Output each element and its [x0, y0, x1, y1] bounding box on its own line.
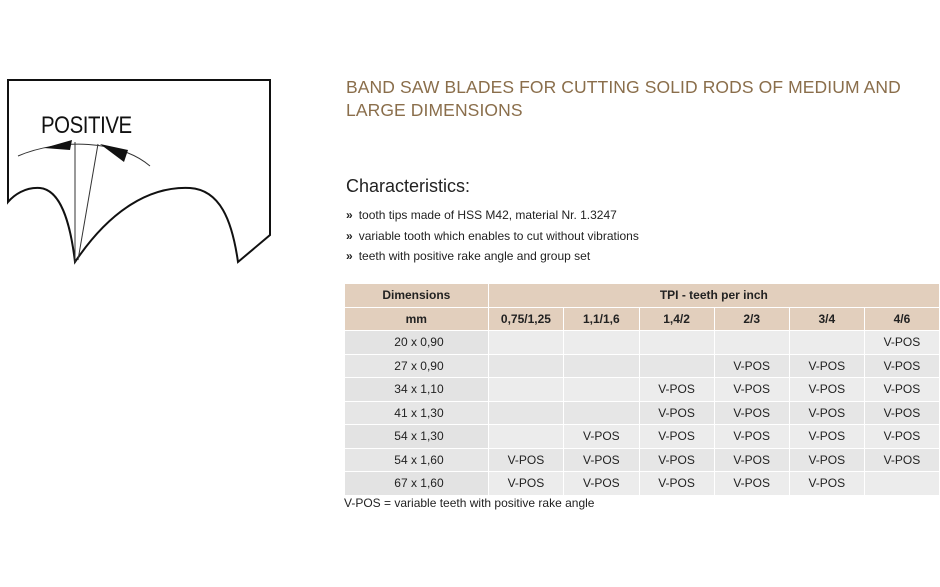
list-item-text: variable tooth which enables to cut without vibrations: [358, 228, 639, 243]
tpi-cell: V-POS: [864, 448, 939, 472]
tpi-cell: [564, 378, 639, 402]
dimension-cell: 41 x 1,30: [345, 401, 489, 425]
list-item: [346, 205, 639, 226]
characteristics-heading: Characteristics:: [346, 176, 471, 196]
tpi-cell: V-POS: [714, 378, 789, 402]
header-tpi-col: 1,1/1,6: [564, 307, 639, 331]
header-tpi: TPI - teeth per inch: [488, 284, 939, 308]
tpi-cell: V-POS: [789, 378, 864, 402]
table-row: [345, 448, 940, 472]
tpi-cell: [564, 401, 639, 425]
tpi-cell: V-POS: [789, 472, 864, 496]
header-tpi-col: 0,75/1,25: [488, 307, 564, 331]
tpi-cell: [488, 354, 564, 378]
tpi-cell: [564, 331, 639, 355]
tpi-cell: [639, 331, 714, 355]
bullet-icon: »: [346, 208, 353, 222]
page-title: BAND SAW BLADES FOR CUTTING SOLID RODS OF MEDIUM AND LARGE DIMENSIONS: [346, 77, 901, 120]
tpi-cell: V-POS: [789, 448, 864, 472]
dimension-cell: 67 x 1,60: [345, 472, 489, 496]
tpi-cell: V-POS: [714, 354, 789, 378]
tpi-cell: V-POS: [714, 448, 789, 472]
header-tpi-col: 1,4/2: [639, 307, 714, 331]
table-row: [345, 425, 940, 449]
tpi-cell: V-POS: [488, 472, 564, 496]
list-item-text: teeth with positive rake angle and group set: [358, 249, 591, 263]
table-row: [345, 354, 940, 378]
header-tpi-col: 4/6: [864, 307, 939, 331]
tpi-cell: [488, 378, 564, 402]
table-subheader-row: [345, 307, 940, 331]
tpi-cell: [789, 331, 864, 355]
dimension-cell: 54 x 1,60: [345, 448, 489, 472]
tpi-table: [344, 283, 940, 496]
tpi-cell: V-POS: [864, 401, 939, 425]
tpi-cell: V-POS: [864, 425, 939, 449]
dimension-cell: 27 x 0,90: [345, 354, 489, 378]
list-item: [346, 226, 639, 247]
tpi-cell: V-POS: [639, 401, 714, 425]
tpi-cell: V-POS: [639, 425, 714, 449]
table-row: [345, 401, 940, 425]
tpi-cell: [488, 425, 564, 449]
tpi-cell: V-POS: [564, 448, 639, 472]
table-row: [345, 331, 940, 355]
dimension-cell: 20 x 0,90: [345, 331, 489, 355]
table-row: [345, 472, 940, 496]
tpi-cell: [714, 331, 789, 355]
saw-tooth-positive-rake-icon: [0, 70, 280, 270]
tpi-cell: V-POS: [488, 448, 564, 472]
bullet-icon: »: [346, 228, 353, 243]
footnote: V-POS = variable teeth with positive rake angle: [344, 496, 595, 510]
tpi-cell: V-POS: [789, 425, 864, 449]
header-dimensions: Dimensions: [345, 284, 489, 308]
table-header-row: [345, 284, 940, 308]
tpi-cell: [488, 401, 564, 425]
tpi-cell: V-POS: [714, 425, 789, 449]
tpi-cell: V-POS: [864, 354, 939, 378]
tpi-cell: V-POS: [639, 472, 714, 496]
table-body: [345, 331, 940, 496]
tpi-cell: V-POS: [639, 448, 714, 472]
tpi-cell: V-POS: [789, 354, 864, 378]
dimension-cell: 54 x 1,30: [345, 425, 489, 449]
header-tpi-col: 3/4: [789, 307, 864, 331]
tpi-cell: V-POS: [714, 472, 789, 496]
characteristics-list: [346, 205, 639, 267]
header-tpi-col: 2/3: [714, 307, 789, 331]
tpi-cell: V-POS: [564, 472, 639, 496]
tpi-cell: [564, 354, 639, 378]
tpi-cell: V-POS: [639, 378, 714, 402]
tpi-cell: V-POS: [789, 401, 864, 425]
tpi-cell: V-POS: [564, 425, 639, 449]
tpi-cell: [639, 354, 714, 378]
diagram-label: POSITIVE: [41, 112, 132, 139]
tpi-cell: [488, 331, 564, 355]
tpi-cell: V-POS: [864, 331, 939, 355]
table-row: [345, 378, 940, 402]
tpi-cell: V-POS: [864, 378, 939, 402]
bullet-icon: »: [346, 249, 353, 263]
tpi-cell: V-POS: [714, 401, 789, 425]
list-item-text: tooth tips made of HSS M42, material Nr. 1.3247: [358, 208, 617, 222]
list-item: [346, 246, 639, 267]
tpi-cell: [864, 472, 939, 496]
dimension-cell: 34 x 1,10: [345, 378, 489, 402]
header-unit: mm: [345, 307, 489, 331]
